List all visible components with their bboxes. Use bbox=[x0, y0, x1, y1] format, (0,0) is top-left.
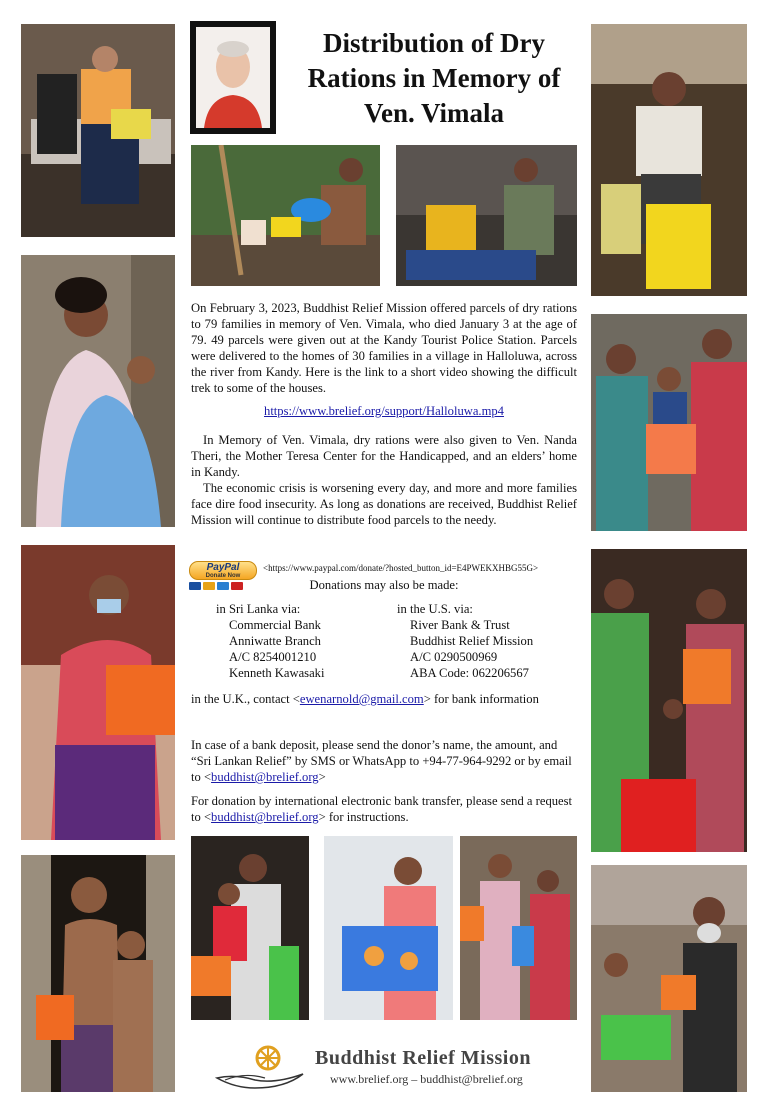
photo-elderly-woman-seated bbox=[21, 24, 175, 237]
page-title: Distribution of Dry Rations in Memory of Ven. Vimala bbox=[307, 28, 561, 128]
photo-man-and-boy-at-doorway bbox=[21, 855, 175, 1092]
us-heading: in the U.S. via: bbox=[397, 602, 473, 616]
us-line: Buddhist Relief Mission bbox=[410, 634, 534, 648]
photo-woman-with-mask-carrying-parcel bbox=[21, 545, 175, 840]
intl-email-link[interactable]: buddhist@brelief.org bbox=[211, 810, 319, 824]
uk-email-link[interactable]: ewenarnold@gmail.com bbox=[299, 692, 424, 706]
uk-contact: in the U.K., contact <ewenarnold@gmail.com> for bank information bbox=[191, 692, 539, 706]
sri-lanka-line: Kenneth Kawasaki bbox=[229, 666, 325, 680]
photo-woman-with-blue-bag bbox=[324, 836, 453, 1020]
us-bank-details bbox=[397, 601, 533, 681]
photo-woman-handing-parcel bbox=[591, 549, 747, 852]
crisis-paragraph: The economic crisis is worsening every day, and more and more families face dire food insecurity. As long as donations are received, Buddhist Relief Mission will continue to distribute food parcels to the needy. bbox=[191, 481, 577, 527]
paypal-url: <https://www.paypal.com/donate/?hosted_button_id=E4PWEKXHBG55G> bbox=[263, 563, 539, 573]
photo-woman-holding-child bbox=[191, 836, 309, 1020]
donations-heading: Donations may also be made: bbox=[309, 578, 459, 592]
sri-lanka-line: Anniwatte Branch bbox=[229, 634, 321, 648]
portrait-photo bbox=[190, 21, 276, 134]
us-line: ABA Code: 062206567 bbox=[410, 666, 529, 680]
photo-elderly-man-seated-with-bags bbox=[591, 24, 747, 296]
photo-women-with-parcels bbox=[460, 836, 577, 1020]
deposit-email-link[interactable]: buddhist@brelief.org bbox=[211, 770, 319, 784]
us-line: River Bank & Trust bbox=[410, 618, 510, 632]
sri-lanka-heading: in Sri Lanka via: bbox=[216, 602, 301, 616]
sri-lanka-line: A/C 8254001210 bbox=[229, 650, 317, 664]
video-link[interactable]: https://www.brelief.org/support/Halloluwa.mp4 bbox=[264, 404, 504, 418]
photo-elderly-man-seated-indoors bbox=[396, 145, 577, 286]
sri-lanka-bank-details bbox=[216, 601, 324, 681]
bank-deposit-note: In case of a bank deposit, please send the donor’s name, the amount, and “Sri Lankan Relief” by SMS or WhatsApp to +94-77-964-9292 or by email to <buddhist@brelief.org> bbox=[191, 738, 572, 784]
intl-transfer-note: For donation by international electronic bank transfer, please send a request to <buddhist@brelief.org> for instructions. bbox=[191, 794, 573, 824]
memorial-paragraph: In Memory of Ven. Vimala, dry rations were also given to Ven. Nanda Theri, the Mother Teresa Center for the Handicapped, and an elders’ home in Kandy. bbox=[191, 433, 577, 479]
intro-paragraph: On February 3, 2023, Buddhist Relief Mission offered parcels of dry rations to 79 families in memory of Ven. Vimala, who died January 3 at the age of 79. 49 parcels were given out at the Kandy Tourist Police Station. Parcels were delivered to the homes of 30 families in a village in Halloluwa, across the river from Kandy. Here is the link to a short video showing the difficult trek to some of the houses. bbox=[191, 301, 577, 395]
paypal-brand: PayPal bbox=[206, 562, 240, 573]
photo-man-with-crutches bbox=[191, 145, 380, 286]
footer-contact: www.brelief.org – buddhist@brelief.org bbox=[330, 1072, 523, 1086]
photo-mother-with-baby bbox=[21, 255, 175, 527]
photo-bearded-man-with-parcel bbox=[591, 865, 747, 1092]
footer-org-name: Buddhist Relief Mission bbox=[315, 1047, 531, 1069]
sri-lanka-line: Commercial Bank bbox=[229, 618, 321, 632]
photo-women-and-child-with-parcel bbox=[591, 314, 747, 531]
dharma-wheel-logo bbox=[215, 1044, 307, 1092]
paypal-donate-label: Donate Now bbox=[205, 573, 241, 579]
us-line: A/C 0290500969 bbox=[410, 650, 498, 664]
